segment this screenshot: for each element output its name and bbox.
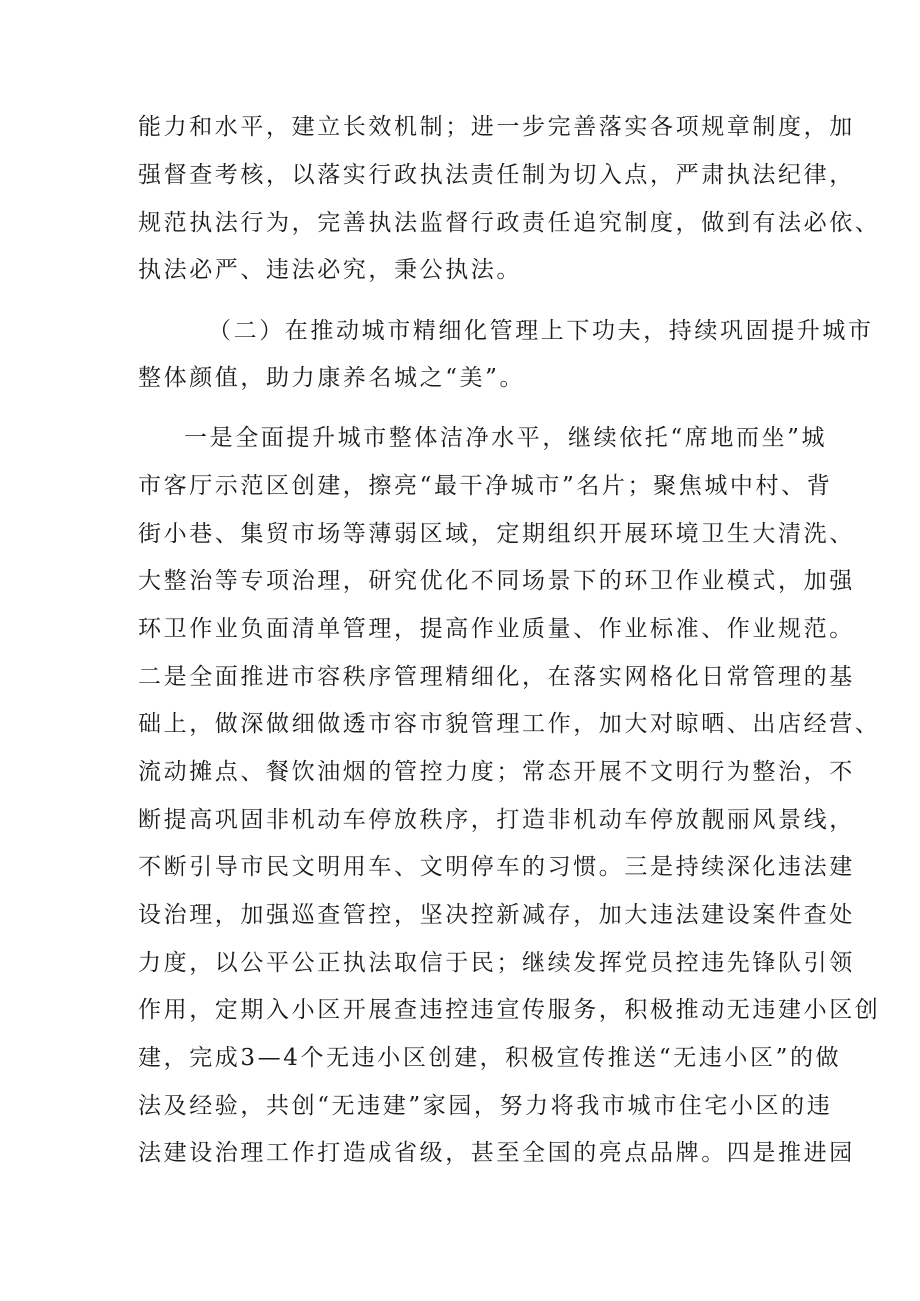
text-line: 能力和水平，建立长效机制；进一步完善落实各项规章制度，加 [138, 114, 855, 140]
text-line: 规范执法行为，完善执法监督行政责任追究制度，做到有法必依、 [138, 210, 881, 236]
text-line: 力度，以公平公正执法取信于民；继续发挥党员控违先锋队引领 [138, 950, 855, 976]
text-line: 作用，定期入小区开展查违控违宣传服务，积极推动无违建小区创 [138, 997, 881, 1023]
text-line: 一是全面提升城市整体洁净水平，继续依托“席地而坐”城 [184, 425, 828, 451]
text-line: 础上，做深做细做透市容市貌管理工作，加大对晾晒、出店经营、 [138, 711, 881, 737]
text-line: 不断引导市民文明用车、文明停车的习惯。三是持续深化违法建 [138, 854, 855, 880]
text-line: 断提高巩固非机动车停放秩序，打造非机动车停放靓丽风景线， [138, 807, 855, 833]
text-line: 大整治等专项治理，研究优化不同场景下的环卫作业模式，加强 [138, 568, 855, 594]
text-line: 环卫作业负面清单管理，提高作业质量、作业标准、作业规范。 [138, 616, 855, 642]
section-heading: （二）在推动城市精细化管理上下功夫，持续巩固提升城市 [208, 318, 874, 344]
text-line: 流动摊点、餐饮油烟的管控力度；常态开展不文明行为整治，不 [138, 759, 855, 785]
text-line: 市客厅示范区创建，擦亮“最干净城市”名片；聚焦城中村、背 [138, 473, 833, 499]
text-line: 法建设治理工作打造成省级，甚至全国的亮点品牌。四是推进园 [138, 1140, 855, 1166]
text-line: 执法必严、违法必究，秉公执法。 [138, 257, 522, 283]
text-line: 设治理，加强巡查管控，坚决控新减存，加大违法建设案件查处 [138, 902, 855, 928]
text-line: 建，完成3—4个无违小区创建，积极宣传推送“无违小区”的做 [138, 1045, 842, 1071]
text-line: 二是全面推进市容秩序管理精细化，在落实网格化日常管理的基 [138, 664, 855, 690]
text-line: 法及经验，共创“无违建”家园，努力将我市城市住宅小区的违 [138, 1093, 833, 1119]
text-line: 强督查考核，以落实行政执法责任制为切入点，严肃执法纪律， [138, 162, 855, 188]
text-line: 街小巷、集贸市场等薄弱区域，定期组织开展环境卫生大清洗、 [138, 521, 855, 547]
section-heading-continued: 整体颜值，助力康养名城之“美”。 [138, 365, 526, 391]
